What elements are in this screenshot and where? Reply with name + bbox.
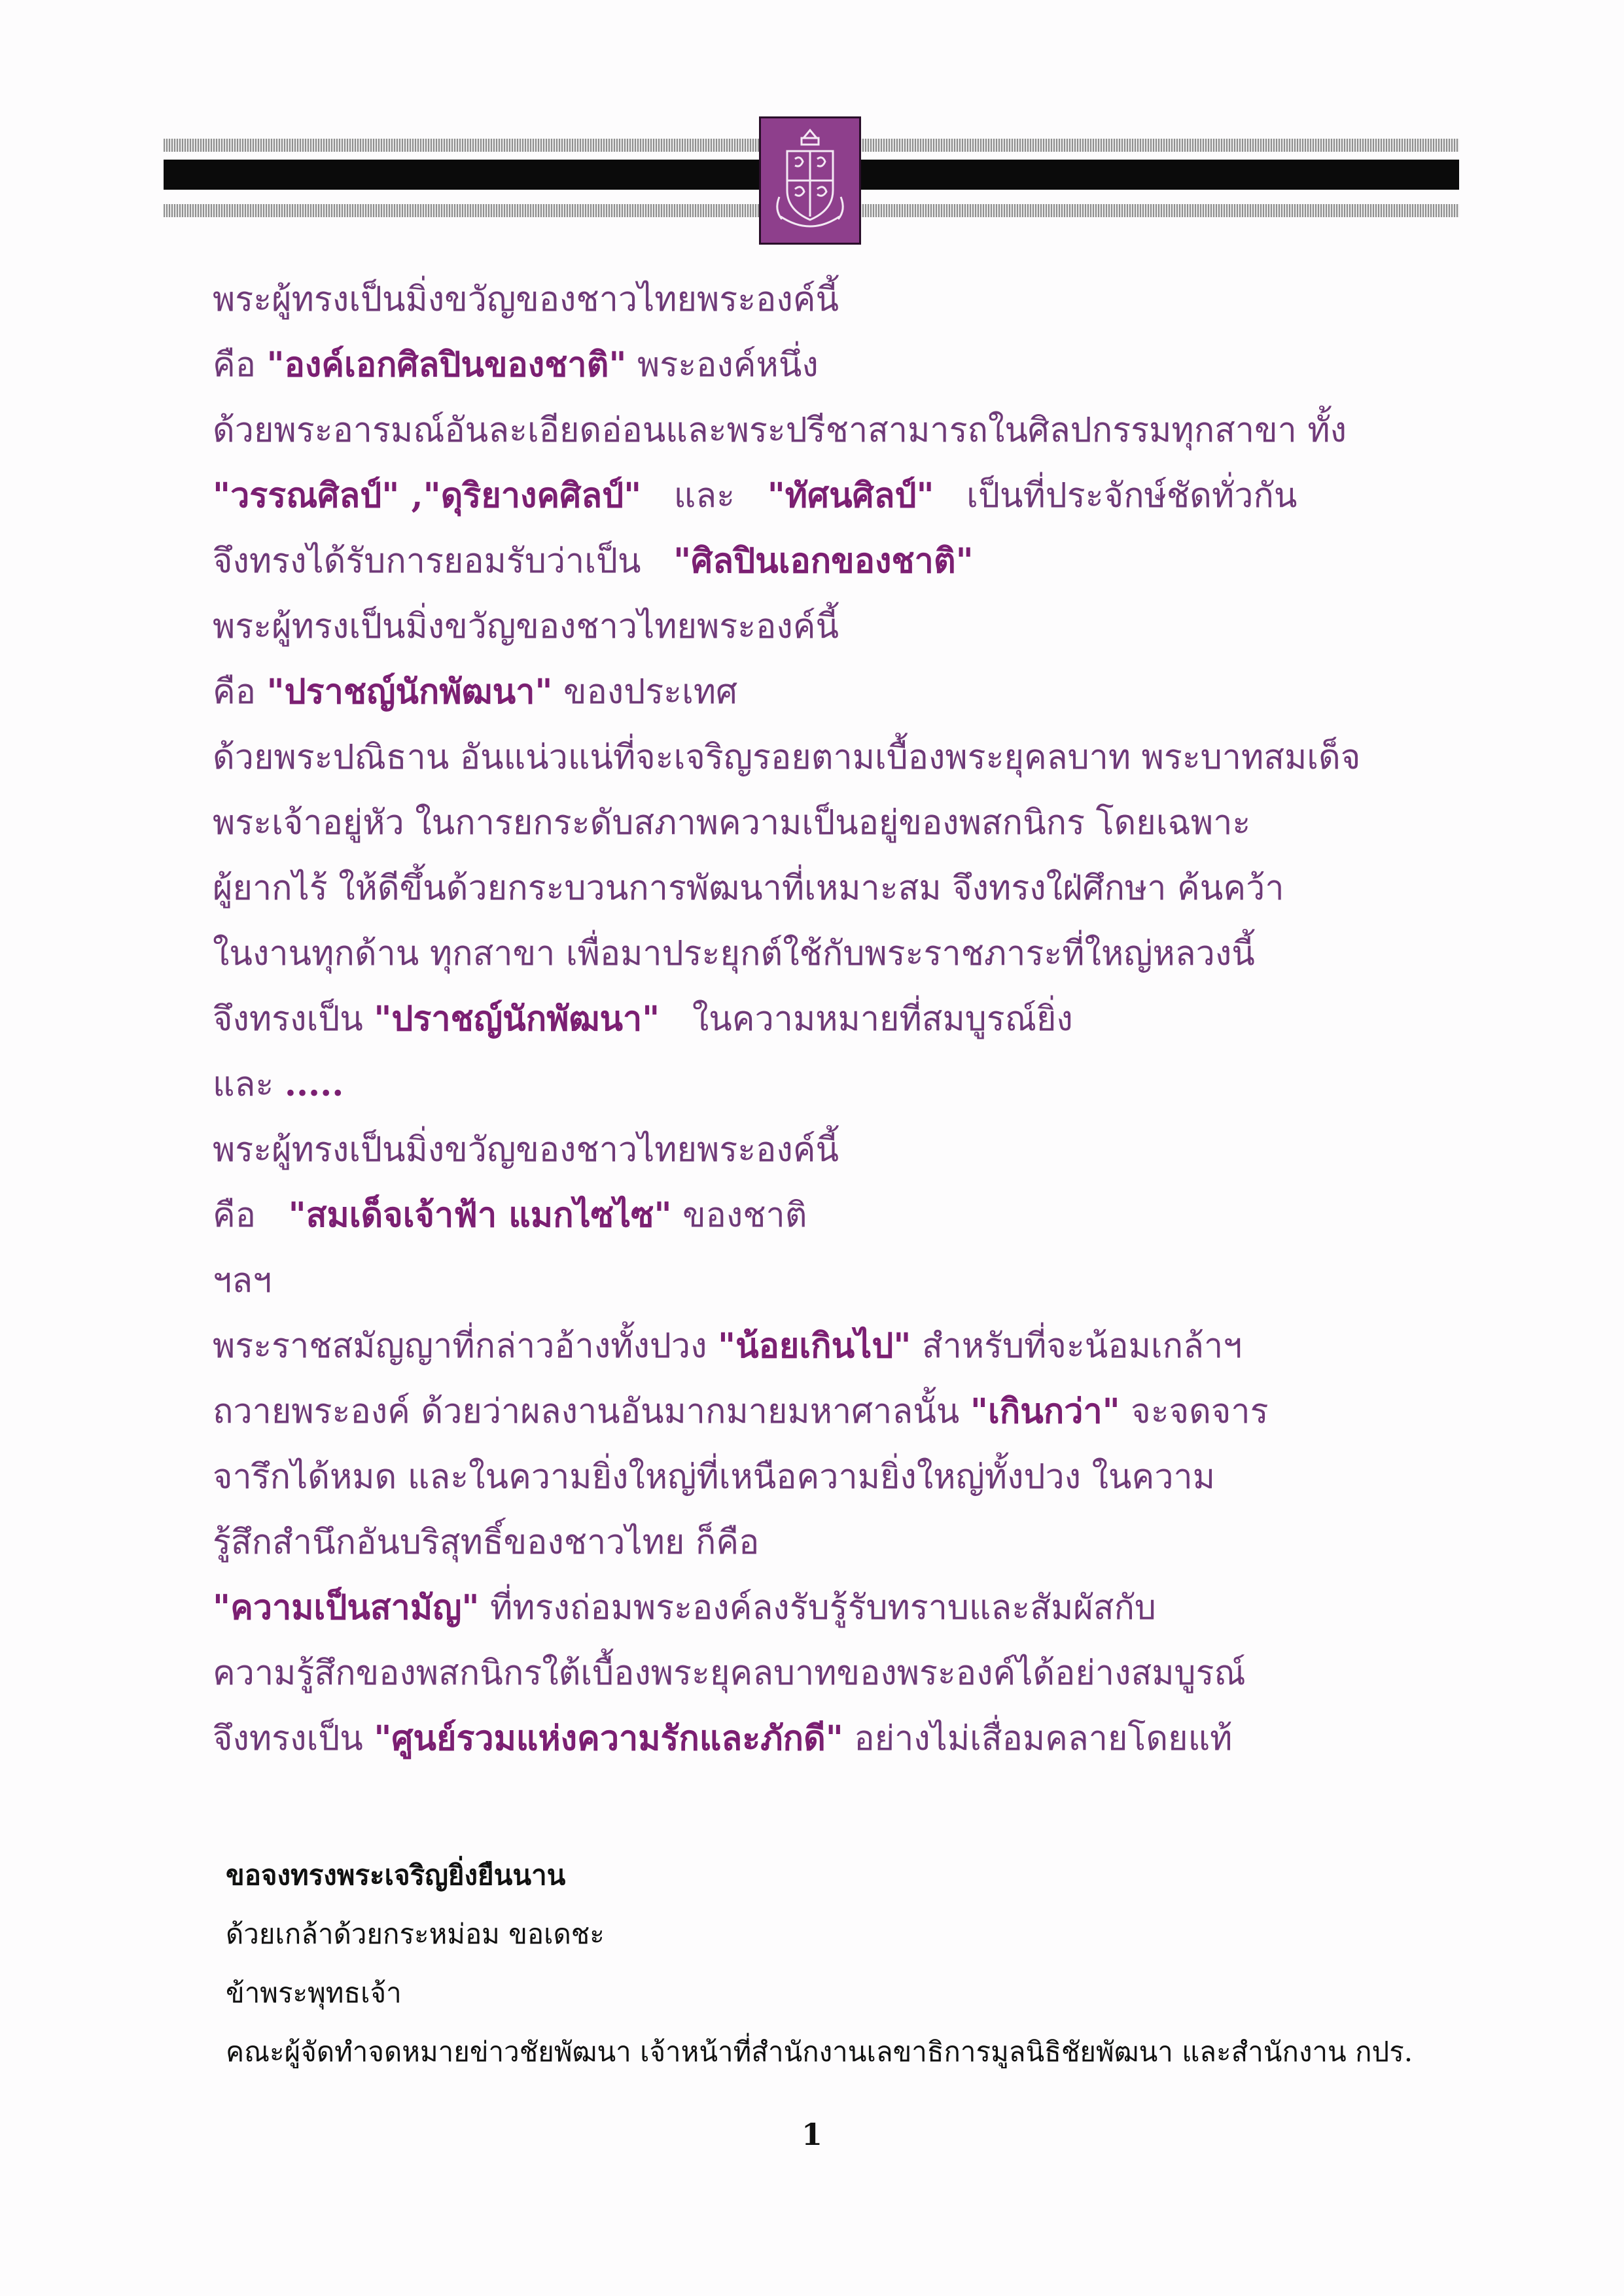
body-text-segment: รู้สึกสำนึกอันบริสุทธิ์ของชาวไทย ก็คือ — [213, 1523, 760, 1562]
body-line — [213, 1117, 1443, 1183]
body-text-segment: จึงทรงเป็น — [213, 1719, 374, 1758]
body-line — [213, 790, 1443, 856]
body-text-segment: เป็นที่ประจักษ์ชัดทั่วกัน — [934, 476, 1297, 515]
body-line — [213, 1706, 1443, 1771]
body-line — [213, 463, 1443, 529]
body-text-segment: พระเจ้าอยู่หัว ในการยกระดับสภาพความเป็นอยู่ของพสกนิกร โดยเฉพาะ — [213, 803, 1251, 843]
body-line — [213, 594, 1443, 659]
body-text-segment: ด้วยพระปณิธาน อันแน่วแน่ที่จะเจริญรอยตามเบื้องพระยุคลบาท พระบาทสมเด็จ — [213, 738, 1361, 777]
highlight-title: "ปราชญ์นักพัฒนา" — [266, 672, 553, 712]
body-line — [213, 267, 1443, 332]
body-text-segment: พระผู้ทรงเป็นมิ่งขวัญของชาวไทยพระองค์นี้ — [213, 1130, 839, 1170]
body-text-segment: จารึกได้หมด และในความยิ่งใหญ่ที่เหนือความยิ่งใหญ่ทั้งปวง ในความ — [213, 1457, 1215, 1497]
body-line — [213, 725, 1443, 790]
body-text-segment: คือ — [213, 1196, 289, 1235]
body-text-segment: ฯลฯ — [213, 1261, 272, 1300]
body-line — [213, 1248, 1443, 1313]
body-text-segment: พระผู้ทรงเป็นมิ่งขวัญของชาวไทยพระองค์นี้ — [213, 280, 839, 319]
body-line — [213, 529, 1443, 594]
highlight-title: "ความเป็นสามัญ" — [213, 1588, 480, 1627]
body-text-segment: ของประเทศ — [552, 672, 738, 712]
body-line — [213, 986, 1443, 1052]
body-line — [213, 1183, 1443, 1248]
body-line — [213, 659, 1443, 725]
body-text-segment: ผู้ยากไร้ ให้ดีขึ้นด้วยกระบวนการพัฒนาที่เหมาะสม จึงทรงใฝ่ศึกษา ค้นคว้า — [213, 869, 1284, 908]
highlight-title: "น้อยเกินไป" — [718, 1326, 911, 1366]
servant-line: ข้าพระพุทธเจ้า — [226, 1977, 402, 2009]
body-line — [213, 1641, 1443, 1706]
body-text-segment: ความรู้สึกของพสกนิกรใต้เบื้องพระยุคลบาทของพระองค์ได้อย่างสมบูรณ์ — [213, 1654, 1246, 1693]
body-line — [213, 1313, 1443, 1379]
body-text-segment: พระผู้ทรงเป็นมิ่งขวัญของชาวไทยพระองค์นี้ — [213, 607, 839, 646]
highlight-title: "เกินกว่า" — [970, 1391, 1120, 1431]
highlight-title: "ศูนย์รวมแห่งความรักและภักดี" — [374, 1718, 843, 1758]
body-line — [213, 1510, 1443, 1575]
body-text-segment: คือ — [213, 672, 267, 712]
blessing-line: ขอจงทรงพระเจริญยิ่งยืนนาน — [226, 1859, 566, 1891]
tribute-body — [213, 267, 1443, 1771]
body-text-segment: จะจดจาร — [1120, 1392, 1269, 1431]
body-text-segment: ที่ทรงถ่อมพระองค์ลงรับรู้รับทราบและสัมผัสกับ — [479, 1588, 1156, 1627]
highlight-title: "สมเด็จเจ้าฟ้า แมกไซไซ" — [288, 1195, 672, 1235]
body-text-segment: ในงานทุกด้าน ทุกสาขา เพื่อมาประยุกต์ใช้กับพระราชภาระที่ใหญ่หลวงนี้ — [213, 934, 1255, 973]
highlight-title: "ปราชญ์นักพัฒนา" — [374, 999, 660, 1039]
body-text-segment: สำหรับที่จะน้อมเกล้าฯ — [911, 1327, 1243, 1366]
body-text-segment: พระองค์หนึ่ง — [626, 345, 819, 385]
body-text-segment: ด้วยพระอารมณ์อันละเอียดอ่อนและพระปรีชาสามารถในศิลปกรรมทุกสาขา ทั้ง — [213, 411, 1347, 450]
body-line — [213, 856, 1443, 921]
highlight-title: "ศิลปินเอกของชาติ" — [673, 541, 974, 581]
body-line — [213, 1575, 1443, 1641]
body-text-segment: ในความหมายที่สมบูรณ์ยิ่ง — [660, 1000, 1073, 1039]
authors-line: คณะผู้จัดทำจดหมายข่าวชัยพัฒนา เจ้าหน้าที่สำนักงานเลขาธิการมูลนิธิชัยพัฒนา และสำนักงาน กปร. — [226, 2036, 1413, 2068]
body-line — [213, 921, 1443, 986]
body-text-segment: พระราชสมัญญาที่กล่าวอ้างทั้งปวง — [213, 1327, 718, 1366]
body-text-segment: ของชาติ — [671, 1196, 807, 1235]
body-line — [213, 332, 1443, 398]
body-text-segment: จึงทรงได้รับการยอมรับว่าเป็น — [213, 542, 674, 581]
highlight-title: "วรรณศิลป์" ,"ดุริยางคศิลป์" — [213, 476, 642, 515]
body-text-segment: และ — [641, 476, 768, 515]
body-text-segment: และ — [213, 1065, 285, 1104]
body-line — [213, 398, 1443, 463]
body-text-segment: จึงทรงเป็น — [213, 1000, 374, 1039]
royal-seal-emblem-icon — [759, 116, 861, 245]
body-text-segment: ถวายพระองค์ ด้วยว่าผลงานอันมากมายมหาศาลนั้น — [213, 1392, 970, 1431]
highlight-title: "องค์เอกศิลปินของชาติ" — [266, 345, 627, 385]
body-line — [213, 1444, 1443, 1510]
body-line — [213, 1379, 1443, 1444]
respect-line: ด้วยเกล้าด้วยกระหม่อม ขอเดชะ — [226, 1918, 605, 1950]
body-text-segment: อย่างไม่เสื่อมคลายโดยแท้ — [843, 1719, 1233, 1758]
highlight-title: "ทัศนศิลป์" — [767, 476, 934, 515]
body-line — [213, 1052, 1443, 1117]
page-number: 1 — [801, 2117, 822, 2152]
body-text-segment: คือ — [213, 345, 267, 385]
highlight-title: ..... — [284, 1064, 344, 1104]
signature-block — [226, 1846, 1443, 2081]
